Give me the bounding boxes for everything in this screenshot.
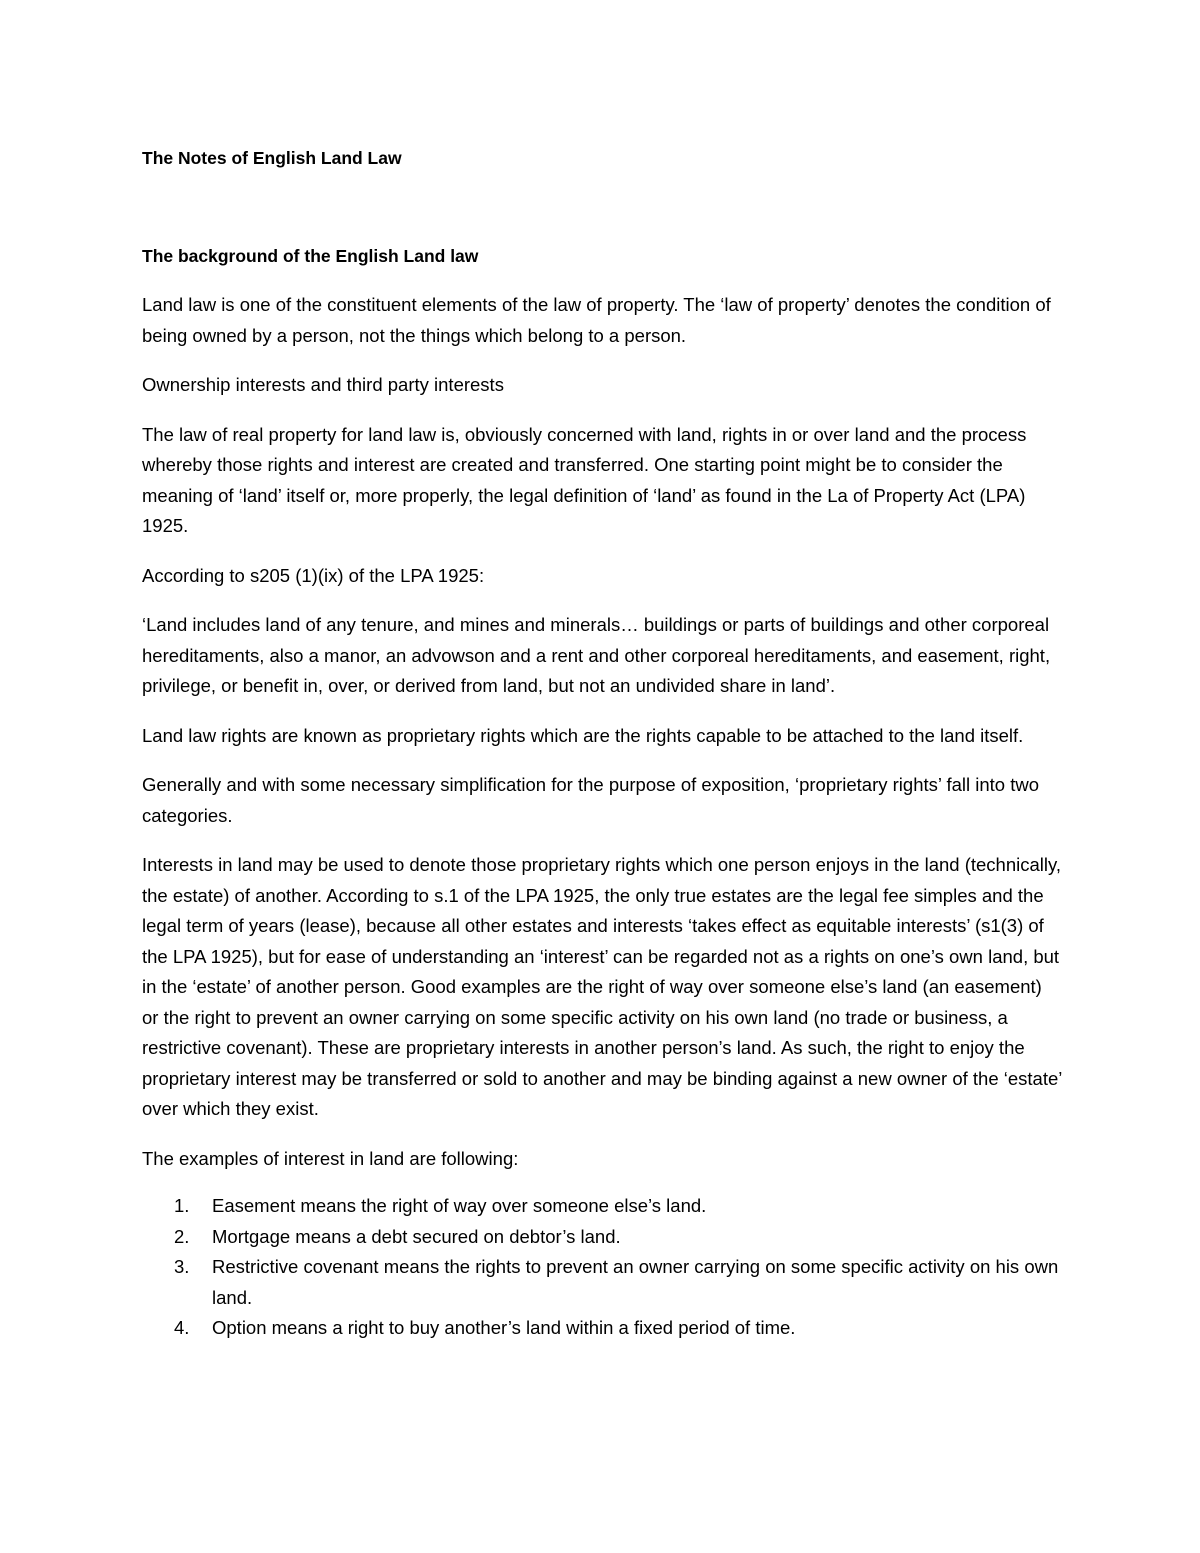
document-title: The Notes of English Land Law [142, 148, 402, 168]
list-item-number: 4. [174, 1317, 190, 1338]
list-item-number: 2. [174, 1225, 190, 1247]
paragraph-proprietary-rights: Land law rights are known as proprietary rights which are the rights capable to be attached to the land itself. [142, 724, 1024, 746]
list-item [142, 1252, 1062, 1313]
paragraph-land-definition-quote: ‘Land includes land of any tenure, and mines and minerals… buildings or parts of buildings and other corporeal hereditaments, also a manor, an advowson and a rent and other corporeal hereditaments, and easement, right, privilege, or benefit in, over, or derived from land, but not an undivided share in land’. [142, 614, 1051, 696]
document-body [142, 143, 1062, 1344]
list-item-text: Restrictive covenant means the rights to prevent an owner carrying on some specific activity on his own land. [212, 1256, 1059, 1308]
paragraph-interests-in-land: Interests in land may be used to denote those proprietary rights which one person enjoys in the land (technically, the estate) of another. According to s.1 of the LPA 1925, the only true estates are the legal fee simples and the legal term of years (lease), because all other estates and interests ‘takes effect as equitable interests’ (s1(3) of the LPA 1925), but for ease of understanding an ‘interest’ can be regarded not as a rights on one’s own land, but in the ‘estate’ of another person. Good examples are the right of way over someone else’s land (an easement) or the right to prevent an owner carrying on some specific activity on his own land (no trade or business, a restrictive covenant). These are proprietary interests in another person’s land. As such, the right to enjoy the proprietary interest may be transferred or sold to another and may be binding against a new owner of the ‘estate’ over which they exist. [142, 854, 1062, 1119]
section-heading: The background of the English Land law [142, 246, 479, 266]
paragraph-ownership-interests: Ownership interests and third party interests [142, 374, 504, 395]
list-item [142, 1191, 1062, 1222]
paragraph-land-law-intro: Land law is one of the constituent elements of the law of property. The ‘law of property’ denotes the condition of being owned by a person, not the things which belong to a person. [142, 294, 1051, 346]
paragraph-real-property: The law of real property for land law is, obviously concerned with land, rights in or over land and the process whereby those rights and interest are created and transferred. One starting point might be to consider the meaning of ‘land’ itself or, more properly, the legal definition of ‘land’ as found in the La of Property Act (LPA) 1925. [142, 423, 1027, 536]
list-item-number: 1. [174, 1195, 190, 1216]
paragraph-according-to-s205: According to s205 (1)(ix) of the LPA 1925: [142, 564, 485, 586]
list-item [142, 1313, 1062, 1344]
list-item-text: Mortgage means a debt secured on debtor’s land. [212, 1225, 621, 1247]
list-item-number: 3. [174, 1256, 190, 1277]
list-item [142, 1222, 1062, 1253]
list-item-text: Easement means the right of way over someone else’s land. [212, 1195, 707, 1216]
paragraph-two-categories: Generally and with some necessary simplification for the purpose of exposition, ‘proprietary rights’ fall into two categories. [142, 774, 1039, 826]
examples-list [142, 1191, 1062, 1344]
paragraph-examples-intro: The examples of interest in land are following: [142, 1147, 519, 1169]
list-item-text: Option means a right to buy another’s land within a fixed period of time. [212, 1317, 796, 1338]
